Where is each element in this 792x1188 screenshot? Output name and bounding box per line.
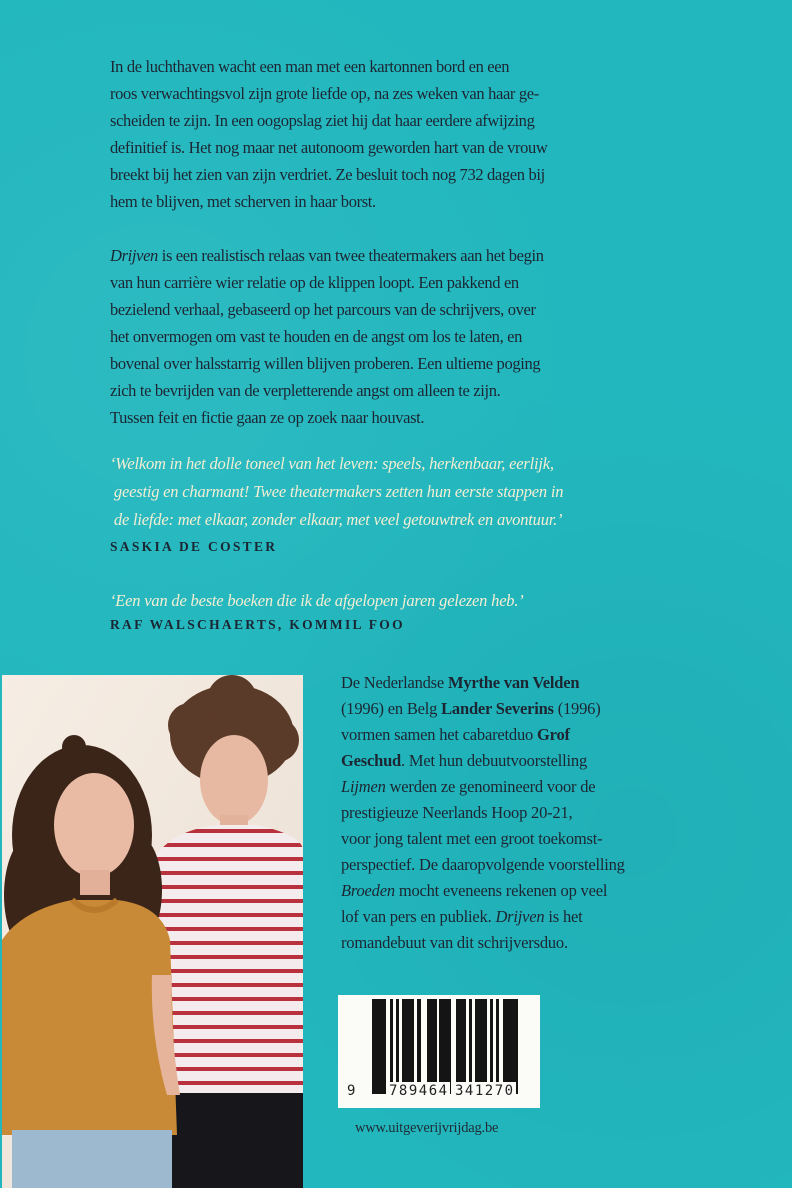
synopsis-line: het onvermogen om vast te houden en de angst om los te laten, en [110, 327, 522, 346]
show-title: Broeden [341, 881, 395, 900]
synopsis-line: van hun carrière wier relatie op de klippen loopt. Een pakkend en [110, 273, 519, 292]
quote-attribution: RAF WALSCHAERTS, KOMMIL FOO [110, 617, 405, 632]
isbn-first-digit: 9 [347, 1083, 357, 1099]
bio-line [341, 696, 741, 722]
isbn-number [338, 1082, 540, 1102]
publisher-website: www.uitgeverijvrijdag.be [355, 1120, 499, 1136]
bio-line: perspectief. De daaropvolgende voorstelling [341, 855, 625, 874]
review-quote-2 [110, 587, 710, 635]
synopsis-paragraph-1 [110, 53, 710, 215]
bio-text: is het [544, 907, 583, 926]
synopsis-text: is een realistisch relaas van twee theatermakers aan het begin [157, 246, 544, 265]
synopsis-line [110, 242, 710, 269]
barcode-bars-icon [372, 999, 522, 1094]
author-name: Myrthe van Velden [447, 673, 580, 692]
synopsis-line: bezielend verhaal, gebaseerd op het parcours van de schrijvers, over [110, 300, 536, 319]
author-name: Lander Severins [441, 699, 554, 718]
book-title: Drijven [495, 907, 545, 926]
duo-name: Grof [537, 725, 570, 744]
bio-text: mocht eveneens rekenen op veel [394, 881, 608, 900]
synopsis-line: hem te blijven, met scherven in haar borst. [110, 192, 376, 211]
bio-line [341, 774, 741, 800]
isbn-right-group: 341270 [455, 1083, 515, 1099]
synopsis-line: scheiden te zijn. In een oogopslag ziet hij dat haar eerdere afwijzing [110, 111, 535, 130]
synopsis-line: Tussen feit en fictie gaan ze op zoek naar houvast. [110, 408, 425, 427]
review-quote-1 [110, 450, 710, 557]
bio-text: vormen samen het cabaretduo [341, 725, 537, 744]
bio-text: (1996) en Belg [341, 699, 442, 718]
isbn-barcode [338, 995, 540, 1108]
bio-line [341, 722, 741, 748]
quote-line: de liefde: met elkaar, zonder elkaar, met veel getouwtrek en avontuur.’ [110, 510, 563, 529]
show-title: Lijmen [341, 777, 386, 796]
synopsis-line: roos verwachtingsvol zijn grote liefde op, na zes weken van haar ge- [110, 84, 539, 103]
duo-name: Geschud [341, 751, 402, 770]
author-bio [341, 670, 741, 956]
book-title: Drijven [110, 246, 158, 265]
bio-text: . Met hun debuutvoorstelling [401, 751, 588, 770]
bio-text: werden ze genomineerd voor de [385, 777, 596, 796]
bio-text: (1996) [553, 699, 601, 718]
synopsis-paragraph-2 [110, 242, 710, 431]
isbn-left-group: 789464 [389, 1083, 449, 1099]
synopsis-line: zich te bevrijden van de verpletterende angst om alleen te zijn. [110, 381, 501, 400]
bio-line: voor jong talent met een groot toekomst- [341, 829, 603, 848]
quote-attribution: SASKIA DE COSTER [110, 539, 278, 554]
bio-line: prestigieuze Neerlands Hoop 20-21, [341, 803, 573, 822]
bio-line: romandebuut van dit schrijversduo. [341, 933, 568, 952]
bio-line [341, 878, 741, 904]
synopsis-line: definitief is. Het nog maar net autonoom geworden hart van de vrouw [110, 138, 548, 157]
bio-text: De Nederlandse [341, 673, 448, 692]
bio-line [341, 748, 741, 774]
synopsis-line: bovenal over halsstarrig willen blijven proberen. Een ultieme poging [110, 354, 541, 373]
bio-line [341, 670, 741, 696]
bio-text: lof van pers en publiek. [341, 907, 496, 926]
quote-line: ‘Een van de beste boeken die ik de afgelopen jaren gelezen heb.’ [110, 591, 524, 610]
author-photo [2, 675, 303, 1188]
quote-line: ‘Welkom in het dolle toneel van het leven: speels, herkenbaar, eerlijk, [110, 454, 554, 473]
quote-line: geestig en charmant! Twee theatermakers zetten hun eerste stappen in [110, 482, 564, 501]
bio-line [341, 904, 741, 930]
synopsis-line: In de luchthaven wacht een man met een kartonnen bord en een [110, 57, 510, 76]
synopsis-line: breekt bij het zien van zijn verdriet. Ze besluit toch nog 732 dagen bij [110, 165, 545, 184]
